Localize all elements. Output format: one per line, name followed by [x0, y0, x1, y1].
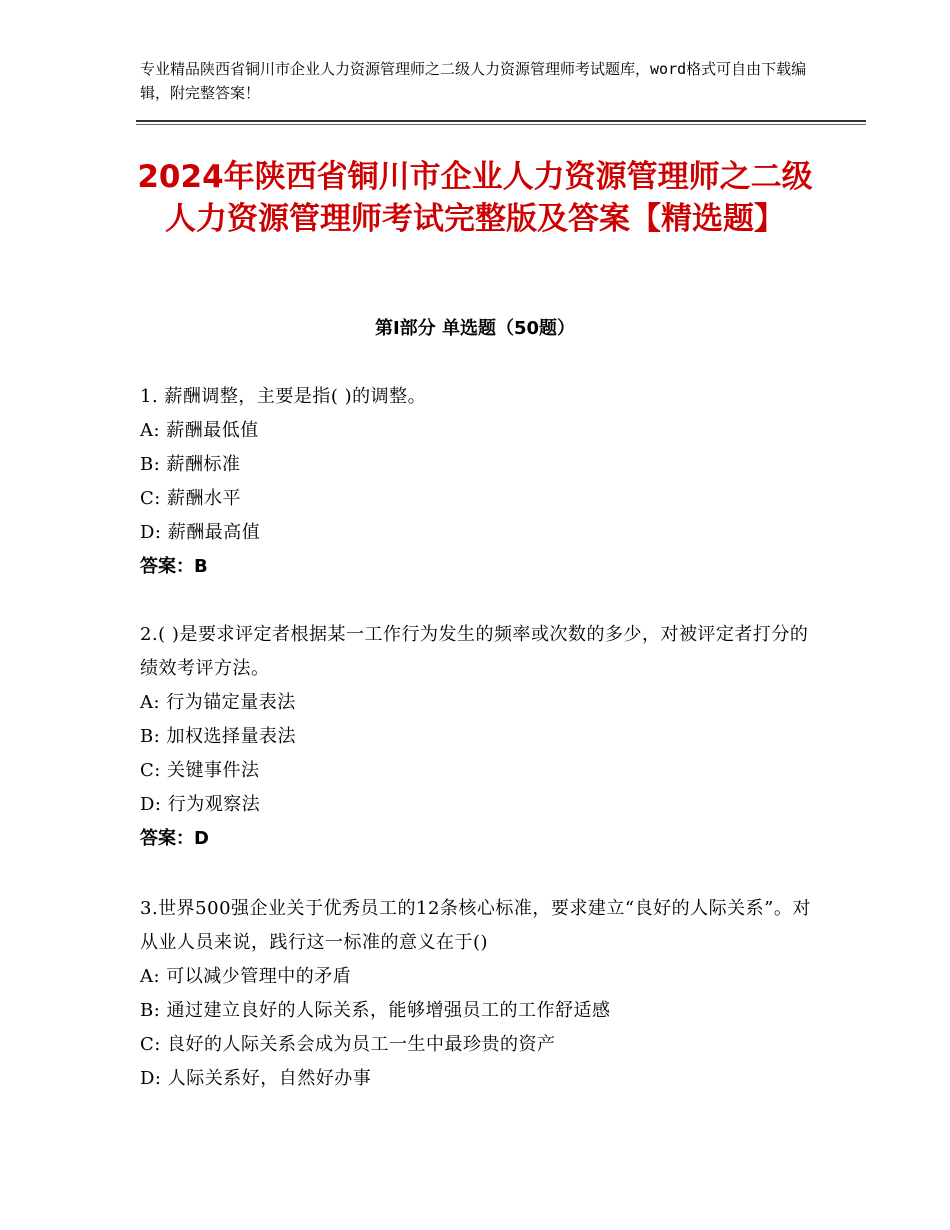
option-d: D: 人际关系好，自然好办事: [140, 1068, 372, 1089]
question-2: [140, 618, 820, 856]
option-b: B: 通过建立良好的人际关系，能够增强员工的工作舒适感: [140, 1000, 611, 1021]
option-c: C: 薪酬水平: [140, 488, 242, 509]
question-stem: 3.世界500强企业关于优秀员工的12条核心标准，要求建立“良好的人际关系”。对从业人员来说，践行这一标准的意义在于(): [140, 898, 811, 953]
question-stem: 1. 薪酬调整，主要是指( )的调整。: [140, 386, 427, 407]
option-c: C: 关键事件法: [140, 760, 260, 781]
answer: 答案：B: [140, 556, 208, 577]
document-title: 2024年陕西省铜川市企业人力资源管理师之二级人力资源管理师考试完整版及答案【精选题】: [137, 159, 813, 237]
option-b: B: 加权选择量表法: [140, 726, 297, 747]
option-b: B: 薪酬标准: [140, 454, 241, 475]
question-1: [140, 380, 820, 584]
header-divider-thick: [136, 120, 866, 122]
option-a: A: 可以减少管理中的矛盾: [140, 966, 352, 987]
header-divider-thin: [136, 124, 866, 125]
option-d: D: 薪酬最高值: [140, 522, 261, 543]
question-stem: 2.( )是要求评定者根据某一工作行为发生的频率或次数的多少，对被评定者打分的绩效考评方法。: [140, 624, 809, 679]
option-a: A: 薪酬最低值: [140, 420, 259, 441]
option-c: C: 良好的人际关系会成为员工一生中最珍贵的资产: [140, 1034, 556, 1055]
section-title: 第Ⅰ部分 单选题（50题）: [374, 318, 575, 339]
answer: 答案：D: [140, 828, 209, 849]
header-note: 专业精品陕西省铜川市企业人力资源管理师之二级人力资源管理师考试题库，word格式可自由下载编辑，附完整答案！: [140, 60, 807, 102]
option-d: D: 行为观察法: [140, 794, 261, 815]
question-3: [140, 892, 820, 1096]
option-a: A: 行为锚定量表法: [140, 692, 296, 713]
